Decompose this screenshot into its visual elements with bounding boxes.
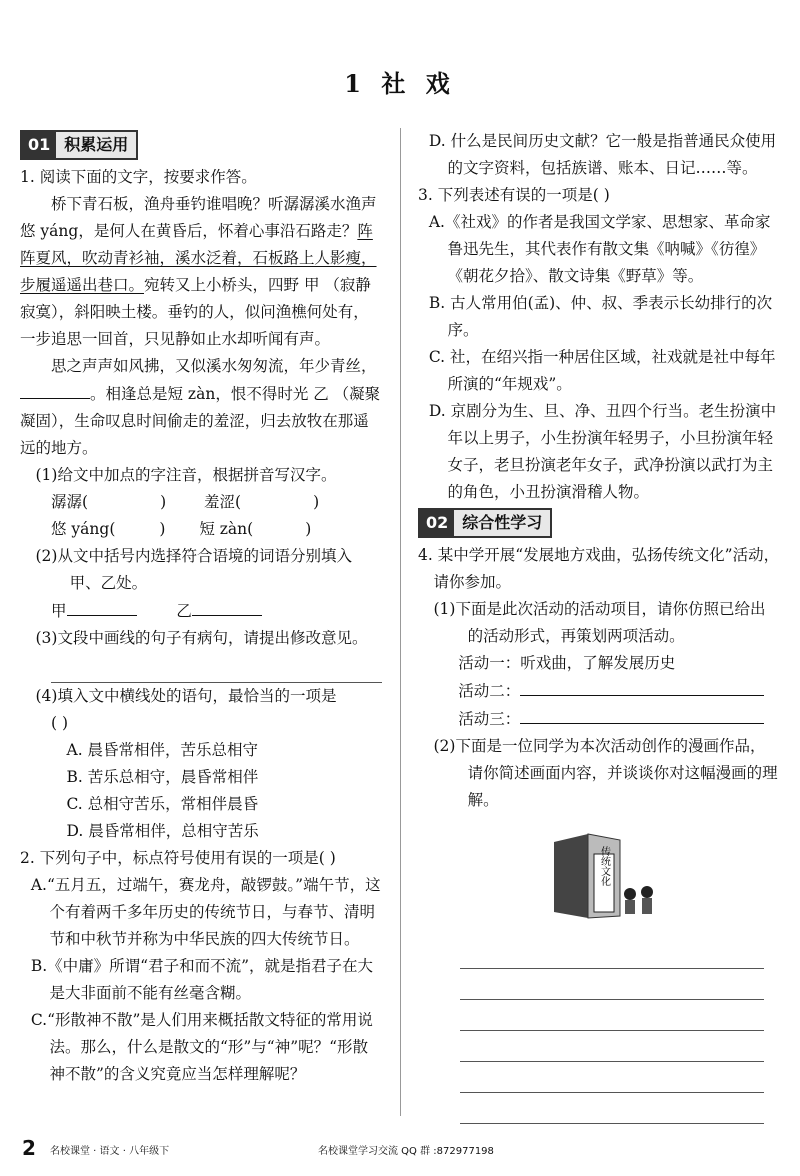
q2-option-d: D. 什么是民间历史文献？它一般是指普通民众使用的文字资料，包括族谱、账本、日记……等。 [428,132,777,177]
subquestion-2: (2)从文中括号内选择符合语境的词语分别填入甲、乙处。 [35,547,352,592]
q3-option-a: A.《社戏》的作者是我国文学家、思想家、革命家鲁迅先生，其代表作有散文集《呐喊》《彷徨》《朝花夕拾》、散文诗集《野草》等。 [428,213,771,285]
passage-text: 桥下青石板，渔舟垂钓谁唱晚？听潺潺溪水渔声悠 yáng，是何人在黄昏后，怀着心事沿石路走？ [20,195,377,240]
passage-paragraph-1 [20,191,382,353]
item-label: ) [160,493,167,511]
answer-slot[interactable] [88,489,160,507]
passage-text: 宛转又上小桥头，四野 甲 （寂静 寂寞），斜阳映土楼。垂钓的人，似问渔樵何处有，一步追思一回首，只见静如止水却听闻有声。 [20,276,371,348]
passage-text: 思之声声如风拂，又似溪水匆匆流，年少青丝， [51,357,377,375]
left-column [20,128,382,1088]
answer-line[interactable] [460,1062,764,1093]
fill-blank[interactable] [20,380,90,399]
subquestion-4: (4)填入文中横线处的语句，最恰当的一项是 [35,687,337,705]
answer-line[interactable] [460,938,764,969]
underlined-sentence: 阵阵夏风，吹动青衫袖，溪水泛着，石板路上人影瘦，步履遥遥出巷口。 [20,222,377,294]
child-body-1 [625,900,635,914]
section-number: 01 [22,132,56,158]
activity-1: 活动一：听戏曲，了解发展历史 [458,654,676,672]
column-divider [400,128,401,1116]
answer-paren: ( ) [51,714,69,732]
item-label: ) [313,493,320,511]
page-number: 2 [22,1136,36,1160]
option-d: D. 晨昏常相伴，总相守苦乐 [66,822,259,840]
answer-line[interactable] [460,1093,764,1124]
child-figure-1 [624,888,636,900]
book-cover [554,834,588,918]
footer-book-title: 名校课堂 · 语文 · 八年级下 [50,1146,170,1157]
cartoon-illustration [548,832,658,922]
answer-line[interactable] [51,652,382,683]
answer-line[interactable] [460,1000,764,1031]
item-label: 短 zàn( [199,520,254,538]
yi-blank[interactable] [192,597,262,616]
passage-paragraph-2 [20,353,382,462]
answer-slot[interactable] [253,516,305,534]
section-label: 综合性学习 [454,510,550,536]
q4-subquestion-2: (2)下面是一位同学为本次活动创作的漫画作品，请你简述画面内容，并谈谈你对这幅漫画的理解。 [433,737,778,809]
answer-slot[interactable] [115,516,159,534]
item-label: ) [159,520,166,538]
item-label: 潺潺( [51,493,89,511]
section-header-2 [418,508,552,538]
right-column [418,128,780,814]
subquestion-1: (1)给文中加点的字注音，根据拼音写汉字。 [35,466,337,484]
activity-3-blank[interactable] [520,705,764,724]
pinyin-row-2 [20,516,382,543]
jia-label: 甲 [51,602,67,620]
subquestion-3: (3)文段中画线的句子有病句，请提出修改意见。 [35,629,368,647]
item-label: 羞涩( [204,493,242,511]
passage-text: 。相逢总是短 zàn，恨不得时光 乙 （凝聚 凝固），生命叹息时间偷走的羞涩，归去放牧在那遥远的地方。 [20,385,381,457]
answer-line[interactable] [460,1031,764,1062]
q2-option-c: C.“形散神不散”是人们用来概括散文特征的常用说法。那么，什么是散文的“形”与“神”呢？“形散神不散”的含义究竟应当怎样理解呢？ [30,1011,373,1083]
yi-label: 乙 [176,602,192,620]
section-header-1 [20,130,138,160]
option-b: B. 苦乐总相守，晨昏常相伴 [66,768,259,786]
activity-3-row [418,705,780,733]
jia-blank[interactable] [67,597,137,616]
activity-3-label: 活动三： [458,710,521,728]
q2-option-a: A.“五月五，过端午，赛龙舟，敲锣鼓。”端午节，这个有着两千多年历史的传统节日，与春节、清明节和中秋节并称为中华民族的四大传统节日。 [30,876,381,948]
child-body-2 [642,898,652,914]
q3-option-b: B. 古人常用伯(孟)、仲、叔、季表示长幼排行的次序。 [428,294,773,339]
question-1-stem: 1. 阅读下面的文字，按要求作答。 [20,168,257,186]
child-figure-2 [641,886,653,898]
q2-option-b: B.《中庸》所谓“君子和而不流”，就是指君子在大是大非面前不能有丝毫含糊。 [30,957,374,1002]
q3-option-d: D. 京剧分为生、旦、净、丑四个行当。老生扮演中年以上男子，小生扮演年轻男子，小旦扮演年轻女子，老旦扮演老年女子，武净扮演以武打为主的角色，小丑扮演滑稽人物。 [428,402,777,501]
q3-option-c: C. 社，在绍兴指一种居住区域，社戏就是社中每年所演的“年规戏”。 [428,348,776,393]
answer-lines [460,938,764,1124]
answer-slot[interactable] [241,489,313,507]
q4-subquestion-1: (1)下面是此次活动的活动项目，请你仿照已给出的活动形式，再策划两项活动。 [433,600,766,645]
activity-2-row [418,677,780,705]
question-4-stem: 4. 某中学开展“发展地方戏曲，弘扬传统文化”活动，请你参加。 [418,546,780,591]
answer-line[interactable] [460,969,764,1000]
option-c: C. 总相守苦乐，常相伴晨昏 [66,795,259,813]
cartoon-text: 传统文化 [598,846,610,886]
question-3-stem: 3. 下列表述有误的一项是( ) [418,186,610,204]
activity-2-label: 活动二： [458,682,521,700]
page-title: 1 社 戏 [344,69,456,98]
section-number: 02 [420,510,454,536]
footer-qq-group: 名校课堂学习交流 QQ 群 :872977198 [318,1146,494,1157]
activity-2-blank[interactable] [520,677,764,696]
question-2-stem: 2. 下列句子中，标点符号使用有误的一项是( ) [20,849,336,867]
item-label: ) [305,520,312,538]
item-label: 悠 yáng( [51,520,116,538]
jia-yi-row [20,597,382,625]
section-label: 积累运用 [56,132,136,158]
option-a: A. 晨昏常相伴，苦乐总相守 [66,741,259,759]
pinyin-row-1 [20,489,382,516]
